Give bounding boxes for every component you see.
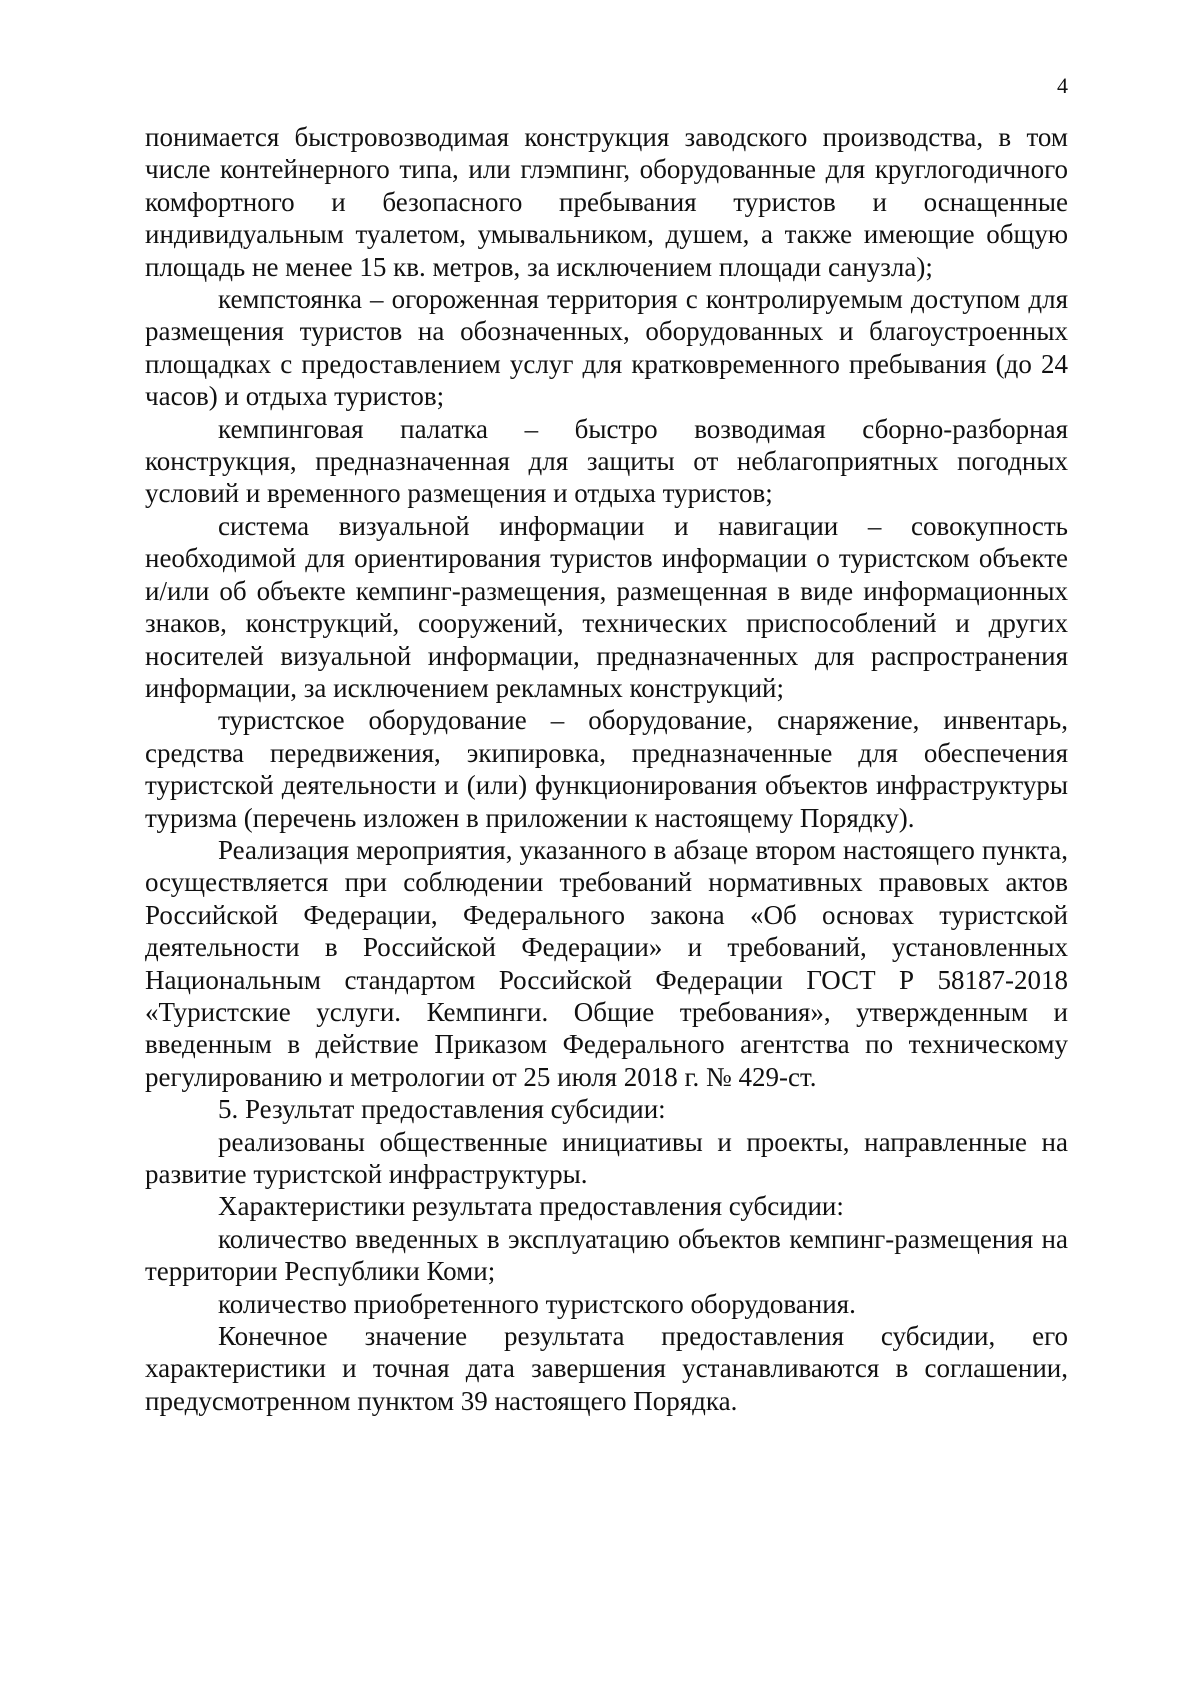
page-number: 4 bbox=[1057, 73, 1068, 98]
paragraph-section-5-heading: 5. Результат предоставления субсидии: bbox=[218, 1094, 666, 1125]
paragraph-implementation-requirements: Реализация мероприятия, указанного в абзаце втором настоящего пункта, осуществляется при соблюдении требований нормативных правовых актов Российской Федерации, Федерального закона «Об основах туристской деятельности в Российской Федерации» и требований, установленных Национальным стандартом Российской Федерации ГОСТ Р 58187-2018 «Туристские услуги. Кемпинги. Общие требования», утвержденным и введенным в действие Приказом Федерального агентства по техническому регулированию и метрологии от 25 июля 2018 г. № 429-ст. bbox=[145, 834, 1068, 1092]
paragraph-tourist-equipment-definition: туристское оборудование – оборудование, снаряжение, инвентарь, средства передвижения, экипировка, предназначенные для обеспечения туристской деятельности и (или) функционирования объектов инфраструктуры туризма (перечень изложен в приложении к настоящему Порядку). bbox=[145, 705, 1068, 833]
paragraph-final-value: Конечное значение результата предоставления субсидии, его характеристики и точная дата завершения устанавливаются в соглашении, предусмотренном пунктом 39 настоящего Порядка. bbox=[145, 1321, 1068, 1416]
paragraph-housing-definition-continued: понимается быстровозводимая конструкция заводского производства, в том числе контейнерного типа, или глэмпинг, оборудованные для круглогодичного комфортного и безопасного пребывания туристов и оснащенные индивидуальным туалетом, умывальником, душем, а также имеющие общую площадь не менее 15 кв. метров, за исключением площади санузла); bbox=[145, 122, 1068, 282]
paragraph-campstand-definition: кемпстоянка – огороженная территория с контролируемым доступом для размещения туристов на обозначенных, оборудованных и благоустроенных площадках с предоставлением услуг для кратковременного пребывания (до 24 часов) и отдыха туристов; bbox=[145, 284, 1068, 412]
document-body bbox=[145, 121, 1068, 1417]
paragraph-subsidy-result: реализованы общественные инициативы и проекты, направленные на развитие туристской инфраструктуры. bbox=[145, 1126, 1068, 1189]
paragraph-navigation-system-definition: система визуальной информации и навигации – совокупность необходимой для ориентирования туристов информации о туристском объекте и/или об объекте кемпинг-размещения, размещенная в виде информационных знаков, конструкций, сооружений, технических приспособлений и других носителей визуальной информации, предназначенных для распространения информации, за исключением рекламных конструкций; bbox=[145, 510, 1068, 703]
paragraph-camping-tent-definition: кемпинговая палатка – быстро возводимая сборно-разборная конструкция, предназначенная для защиты от неблагоприятных погодных условий и временного размещения и отдыха туристов; bbox=[145, 413, 1068, 509]
paragraph-result-characteristics-heading: Характеристики результата предоставления субсидии: bbox=[218, 1191, 844, 1222]
paragraph-characteristic-camping-objects: количество введенных в эксплуатацию объектов кемпинг-размещения на территории Республики Коми; bbox=[145, 1223, 1068, 1287]
paragraph-characteristic-equipment: количество приобретенного туристского оборудования. bbox=[218, 1288, 856, 1319]
